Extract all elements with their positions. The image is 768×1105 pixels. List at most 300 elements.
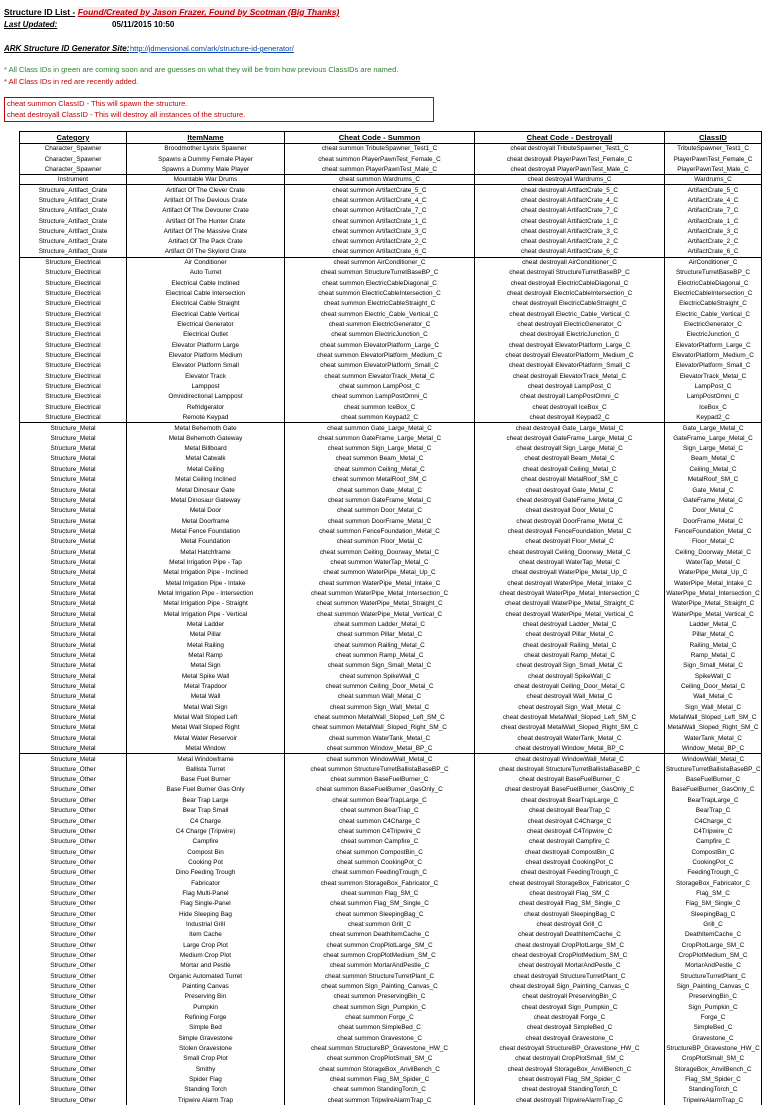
cell-classid: StructureBP_Gravestone_HW_C xyxy=(665,1043,762,1053)
cell-summon: cheat summon Door_Metal_C xyxy=(285,506,475,516)
cell-category: Structure_Other xyxy=(20,919,127,929)
cell-summon: cheat summon DeathItemCache_C xyxy=(285,930,475,940)
cell-itemname: Metal Pillar xyxy=(127,630,285,640)
cell-summon: cheat summon Ceiling_Metal_C xyxy=(285,464,475,474)
cell-classid: IceBox_C xyxy=(665,402,762,412)
cell-itemname: Metal Hatchframe xyxy=(127,547,285,557)
cell-category: Structure_Other xyxy=(20,1074,127,1084)
cell-summon: cheat summon Flag_SM_C xyxy=(285,888,475,898)
table-row xyxy=(20,599,762,609)
table-row xyxy=(20,443,762,453)
table-row xyxy=(20,247,762,257)
cell-itemname: Item Cache xyxy=(127,930,285,940)
cell-destroyall: cheat destroyall GateFrame_Metal_C xyxy=(475,495,665,505)
cell-category: Structure_Electrical xyxy=(20,278,127,288)
cell-destroyall: cheat destroyall Beam_Metal_C xyxy=(475,454,665,464)
table-row xyxy=(20,1085,762,1095)
cell-destroyall: cheat destroyall Sign_Wall_Metal_C xyxy=(475,702,665,712)
cell-summon: cheat summon ArtifactCrate_3_C xyxy=(285,226,475,236)
cell-category: Structure_Other xyxy=(20,826,127,836)
cell-itemname: Medium Crop Plot xyxy=(127,950,285,960)
table-row xyxy=(20,350,762,360)
cell-itemname: Fabricator xyxy=(127,878,285,888)
table-row xyxy=(20,578,762,588)
cell-itemname: Painting Canvas xyxy=(127,981,285,991)
cell-itemname: Refining Forge xyxy=(127,1012,285,1022)
cell-category: Structure_Other xyxy=(20,981,127,991)
cell-destroyall: cheat destroyall DeathItemCache_C xyxy=(475,930,665,940)
cell-category: Structure_Metal xyxy=(20,640,127,650)
cell-itemname: Metal Ceiling xyxy=(127,464,285,474)
cell-destroyall: cheat destroyall IceBox_C xyxy=(475,402,665,412)
table-row xyxy=(20,195,762,205)
cell-destroyall: cheat destroyall StorageBox_AnvilBench_C xyxy=(475,1064,665,1074)
table-row xyxy=(20,475,762,485)
cell-category: Structure_Metal xyxy=(20,454,127,464)
cell-summon: cheat summon Sign_Wall_Metal_C xyxy=(285,702,475,712)
cell-classid: SpikeWall_C xyxy=(665,671,762,681)
table-row xyxy=(20,164,762,174)
cell-destroyall: cheat destroyall GateFrame_Large_Metal_C xyxy=(475,433,665,443)
table-row xyxy=(20,278,762,288)
legend-summon: cheat summon ClassID - This will spawn the structure. xyxy=(7,99,431,110)
cell-summon: cheat summon WaterPipe_Metal_Straight_C xyxy=(285,599,475,609)
cell-category: Structure_Electrical xyxy=(20,330,127,340)
cell-itemname: Artifact Of The Clever Crate xyxy=(127,185,285,195)
cell-summon: cheat summon CompostBin_C xyxy=(285,847,475,857)
table-row xyxy=(20,268,762,278)
cell-classid: CookingPot_C xyxy=(665,857,762,867)
cell-classid: ArtifactCrate_4_C xyxy=(665,195,762,205)
cell-destroyall: cheat destroyall Wardrums_C xyxy=(475,175,665,185)
cell-category: Structure_Metal xyxy=(20,712,127,722)
cell-summon: cheat summon ElectricCableIntersection_C xyxy=(285,288,475,298)
cell-itemname: Industrial Grill xyxy=(127,919,285,929)
cell-itemname: Metal Wall Sign xyxy=(127,702,285,712)
cell-destroyall: cheat destroyall BaseFuelBurner_GasOnly_C xyxy=(475,785,665,795)
cell-category: Structure_Other xyxy=(20,868,127,878)
cell-category: Structure_Electrical xyxy=(20,371,127,381)
cell-category: Structure_Electrical xyxy=(20,319,127,329)
cell-destroyall: cheat destroyall Electric_Cable_Vertical_C xyxy=(475,309,665,319)
cell-itemname: Artifact Of The Massive Crate xyxy=(127,226,285,236)
cell-itemname: Lamppost xyxy=(127,381,285,391)
cell-classid: WindowWall_Metal_C xyxy=(665,754,762,764)
cell-category: Structure_Metal xyxy=(20,702,127,712)
cell-category: Structure_Metal xyxy=(20,681,127,691)
cell-itemname: Broodmother Lysrix Spawner xyxy=(127,144,285,154)
cell-itemname: Mortar and Pestle xyxy=(127,961,285,971)
cell-itemname: Hide Sleeping Bag xyxy=(127,909,285,919)
cell-classid: FenceFoundation_Metal_C xyxy=(665,526,762,536)
cell-classid: PreservingBin_C xyxy=(665,992,762,1002)
cell-destroyall: cheat destroyall WindowWall_Metal_C xyxy=(475,754,665,764)
cell-itemname: Metal Ceiling Inclined xyxy=(127,475,285,485)
column-header-summon: Cheat Code - Summon xyxy=(285,132,475,144)
cell-destroyall: cheat destroyall ElevatorPlatform_Large_C xyxy=(475,340,665,350)
cell-summon: cheat summon Sign_Painting_Canvas_C xyxy=(285,981,475,991)
cell-classid: ElectricCableDiagonal_C xyxy=(665,278,762,288)
cell-classid: Ladder_Metal_C xyxy=(665,619,762,629)
cell-classid: WaterPipe_Metal_Straight_C xyxy=(665,599,762,609)
table-row xyxy=(20,868,762,878)
cell-category: Structure_Other xyxy=(20,837,127,847)
cell-destroyall: cheat destroyall StructureTurretBallistaBaseBP_C xyxy=(475,764,665,774)
cell-category: Structure_Artifact_Crate xyxy=(20,226,127,236)
cell-summon: cheat summon PlayerPawnTest_Female_C xyxy=(285,154,475,164)
cell-itemname: Metal Sign xyxy=(127,661,285,671)
table-row xyxy=(20,878,762,888)
cell-itemname: Metal Behemoth Gateway xyxy=(127,433,285,443)
cell-classid: ArtifactCrate_7_C xyxy=(665,206,762,216)
cell-category: Structure_Metal xyxy=(20,464,127,474)
cell-classid: WaterPipe_Metal_Vertical_C xyxy=(665,609,762,619)
cell-summon: cheat summon WaterPipe_Metal_Up_C xyxy=(285,568,475,578)
cell-itemname: Dino Feeding Trough xyxy=(127,868,285,878)
cell-destroyall: cheat destroyall Gate_Metal_C xyxy=(475,485,665,495)
table-row xyxy=(20,671,762,681)
cell-summon: cheat summon ElectricCableStraight_C xyxy=(285,299,475,309)
cell-category: Structure_Other xyxy=(20,899,127,909)
cell-summon: cheat summon DoorFrame_Metal_C xyxy=(285,516,475,526)
cell-category: Character_Spawner xyxy=(20,154,127,164)
cell-classid: FeedingTrough_C xyxy=(665,868,762,878)
cell-category: Structure_Electrical xyxy=(20,402,127,412)
cell-summon: cheat summon TripwireAlarmTrap_C xyxy=(285,1095,475,1105)
cell-itemname: Metal Billboard xyxy=(127,443,285,453)
column-header-itemname: ItemName xyxy=(127,132,285,144)
cell-classid: Ramp_Metal_C xyxy=(665,650,762,660)
cell-itemname: Auto Turret xyxy=(127,268,285,278)
table-row xyxy=(20,557,762,567)
cell-summon: cheat summon WindowWall_Metal_C xyxy=(285,754,475,764)
cell-destroyall: cheat destroyall C4Charge_C xyxy=(475,816,665,826)
cell-classid: Door_Metal_C xyxy=(665,506,762,516)
cell-summon: cheat summon SimpleBed_C xyxy=(285,1023,475,1033)
cell-itemname: Metal Behemoth Gate xyxy=(127,423,285,433)
cell-summon: cheat summon Flag_SM_Spider_C xyxy=(285,1074,475,1084)
cell-summon: cheat summon Gravestone_C xyxy=(285,1033,475,1043)
cell-category: Structure_Other xyxy=(20,888,127,898)
table-row xyxy=(20,857,762,867)
cell-classid: MortarAndPestle_C xyxy=(665,961,762,971)
cell-classid: MetalWall_Sloped_Left_SM_C xyxy=(665,712,762,722)
table-row xyxy=(20,630,762,640)
cell-summon: cheat summon BearTrap_C xyxy=(285,806,475,816)
cell-classid: ElevatorTrack_Metal_C xyxy=(665,371,762,381)
cell-summon: cheat summon ArtifactCrate_7_C xyxy=(285,206,475,216)
cell-destroyall: cheat destroyall FeedingTrough_C xyxy=(475,868,665,878)
cell-destroyall: cheat destroyall MetalWall_Sloped_Right_SM_C xyxy=(475,723,665,733)
cell-destroyall: cheat destroyall Ladder_Metal_C xyxy=(475,619,665,629)
cell-destroyall: cheat destroyall AirConditioner_C xyxy=(475,257,665,267)
table-row xyxy=(20,454,762,464)
cell-category: Structure_Other xyxy=(20,1064,127,1074)
cell-itemname: Mountable War Drums xyxy=(127,175,285,185)
cell-classid: Gravestone_C xyxy=(665,1033,762,1043)
cell-summon: cheat summon TributeSpawner_Test1_C xyxy=(285,144,475,154)
cell-summon: cheat summon StandingTorch_C xyxy=(285,1085,475,1095)
cell-summon: cheat summon CropPlotLarge_SM_C xyxy=(285,940,475,950)
legend-destroyall: cheat destroyall ClassID - This will destroy all instances of the structure. xyxy=(7,110,431,121)
cell-destroyall: cheat destroyall MetalWall_Sloped_Left_SM_C xyxy=(475,712,665,722)
cell-classid: MetalWall_Sloped_Right_SM_C xyxy=(665,723,762,733)
cell-itemname: Metal Irrigation Pipe - Intake xyxy=(127,578,285,588)
cell-summon: cheat summon CropPlotSmall_SM_C xyxy=(285,1054,475,1064)
cell-category: Structure_Artifact_Crate xyxy=(20,185,127,195)
table-row xyxy=(20,330,762,340)
cell-itemname: Cooking Pot xyxy=(127,857,285,867)
cell-classid: WaterPipe_Metal_Intersection_C xyxy=(665,588,762,598)
cell-classid: Grill_C xyxy=(665,919,762,929)
cell-classid: SleepingBag_C xyxy=(665,909,762,919)
table-row xyxy=(20,175,762,185)
cell-destroyall: cheat destroyall Sign_Painting_Canvas_C xyxy=(475,981,665,991)
table-row xyxy=(20,402,762,412)
table-row xyxy=(20,485,762,495)
table-row xyxy=(20,381,762,391)
cell-category: Structure_Metal xyxy=(20,537,127,547)
cell-category: Structure_Other xyxy=(20,940,127,950)
table-row xyxy=(20,640,762,650)
table-row xyxy=(20,588,762,598)
cell-category: Structure_Electrical xyxy=(20,257,127,267)
cell-destroyall: cheat destroyall Sign_Small_Metal_C xyxy=(475,661,665,671)
cell-category: Structure_Metal xyxy=(20,619,127,629)
cell-classid: StructureTurretBaseBP_C xyxy=(665,268,762,278)
cell-classid: WaterPipe_Metal_Intake_C xyxy=(665,578,762,588)
table-row xyxy=(20,1033,762,1043)
cell-classid: WaterTank_Metal_C xyxy=(665,733,762,743)
cell-itemname: Compost Bin xyxy=(127,847,285,857)
cell-category: Structure_Other xyxy=(20,1023,127,1033)
cell-destroyall: cheat destroyall Railing_Metal_C xyxy=(475,640,665,650)
cell-summon: cheat summon Sign_Large_Metal_C xyxy=(285,443,475,453)
cell-classid: Wardrums_C xyxy=(665,175,762,185)
table-row xyxy=(20,764,762,774)
cell-itemname: Elevator Platform Small xyxy=(127,361,285,371)
table-row xyxy=(20,537,762,547)
cell-itemname: Metal Water Reservoir xyxy=(127,733,285,743)
cell-classid: ElevatorPlatform_Medium_C xyxy=(665,350,762,360)
cell-destroyall: cheat destroyall Ceiling_Metal_C xyxy=(475,464,665,474)
cell-itemname: Metal Ladder xyxy=(127,619,285,629)
cell-itemname: Organic Automated Turret xyxy=(127,971,285,981)
cell-itemname: Artifact Of The Pack Crate xyxy=(127,237,285,247)
cell-destroyall: cheat destroyall ArtifactCrate_7_C xyxy=(475,206,665,216)
cell-category: Structure_Other xyxy=(20,1095,127,1105)
cell-category: Structure_Other xyxy=(20,930,127,940)
cell-itemname: Preserving Bin xyxy=(127,992,285,1002)
cell-category: Structure_Metal xyxy=(20,443,127,453)
cell-summon: cheat summon Ladder_Metal_C xyxy=(285,619,475,629)
cell-classid: DeathItemCache_C xyxy=(665,930,762,940)
cell-destroyall: cheat destroyall Pillar_Metal_C xyxy=(475,630,665,640)
cell-itemname: Flag Multi-Panel xyxy=(127,888,285,898)
cell-category: Structure_Metal xyxy=(20,475,127,485)
cell-classid: Wall_Metal_C xyxy=(665,692,762,702)
cell-itemname: Smithy xyxy=(127,1064,285,1074)
cell-classid: Sign_Painting_Canvas_C xyxy=(665,981,762,991)
cell-destroyall: cheat destroyall Door_Metal_C xyxy=(475,506,665,516)
cell-classid: GateFrame_Metal_C xyxy=(665,495,762,505)
cell-summon: cheat summon ArtifactCrate_5_C xyxy=(285,185,475,195)
cell-destroyall: cheat destroyall CompostBin_C xyxy=(475,847,665,857)
cell-summon: cheat summon ElectricCableDiagonal_C xyxy=(285,278,475,288)
cell-itemname: Ballista Turret xyxy=(127,764,285,774)
cell-itemname: Elevator Track xyxy=(127,371,285,381)
cell-classid: SimpleBed_C xyxy=(665,1023,762,1033)
cell-destroyall: cheat destroyall CropPlotLarge_SM_C xyxy=(475,940,665,950)
cell-destroyall: cheat destroyall Sign_Large_Metal_C xyxy=(475,443,665,453)
last-updated-label: Last Updated: xyxy=(4,19,74,31)
table-row xyxy=(20,288,762,298)
cell-category: Structure_Other xyxy=(20,774,127,784)
table-row xyxy=(20,723,762,733)
cell-classid: CropPlotMedium_SM_C xyxy=(665,950,762,960)
cell-summon: cheat summon BaseFuelBurner_GasOnly_C xyxy=(285,785,475,795)
cell-itemname: Artifact Of The Devourer Crate xyxy=(127,206,285,216)
cell-classid: ElevatorPlatform_Large_C xyxy=(665,340,762,350)
cell-itemname: Spawns a Dummy Male Player xyxy=(127,164,285,174)
cell-category: Structure_Metal xyxy=(20,630,127,640)
cell-summon: cheat summon ArtifactCrate_2_C xyxy=(285,237,475,247)
table-row xyxy=(20,144,762,154)
cell-destroyall: cheat destroyall TributeSpawner_Test1_C xyxy=(475,144,665,154)
cell-category: Structure_Other xyxy=(20,971,127,981)
table-row xyxy=(20,495,762,505)
cell-classid: TributeSpawner_Test1_C xyxy=(665,144,762,154)
table-row xyxy=(20,816,762,826)
cell-itemname: Simple Bed xyxy=(127,1023,285,1033)
cell-category: Structure_Metal xyxy=(20,650,127,660)
cell-destroyall: cheat destroyall BearTrap_C xyxy=(475,806,665,816)
generator-site-link[interactable]: http://jdmensional.com/ark/structure-id-generator/ xyxy=(130,43,294,55)
table-row xyxy=(20,340,762,350)
table-row xyxy=(20,1023,762,1033)
cell-summon: cheat summon Keypad2_C xyxy=(285,412,475,422)
generator-site-row xyxy=(4,43,764,55)
cell-classid: Pillar_Metal_C xyxy=(665,630,762,640)
cell-classid: CropPlotLarge_SM_C xyxy=(665,940,762,950)
cell-classid: MetalRoof_SM_C xyxy=(665,475,762,485)
cell-classid: DoorFrame_Metal_C xyxy=(665,516,762,526)
cell-itemname: Metal Irrigation Pipe - Tap xyxy=(127,557,285,567)
cell-summon: cheat summon AirConditioner_C xyxy=(285,257,475,267)
cell-category: Structure_Other xyxy=(20,1012,127,1022)
cell-summon: cheat summon WaterTank_Metal_C xyxy=(285,733,475,743)
cell-itemname: Metal Wall Sloped Left xyxy=(127,712,285,722)
credit-highlight xyxy=(78,7,340,17)
cell-category: Structure_Other xyxy=(20,816,127,826)
cell-destroyall: cheat destroyall Ceiling_Doorway_Metal_C xyxy=(475,547,665,557)
cell-destroyall: cheat destroyall ElevatorPlatform_Small_C xyxy=(475,361,665,371)
cell-summon: cheat summon StructureTurretBallistaBaseBP_C xyxy=(285,764,475,774)
cell-summon: cheat summon ElectricJunction_C xyxy=(285,330,475,340)
table-row xyxy=(20,1012,762,1022)
cell-classid: Ceiling_Door_Metal_C xyxy=(665,681,762,691)
cell-summon: cheat summon C4Charge_C xyxy=(285,816,475,826)
cell-classid: LampPostOmni_C xyxy=(665,392,762,402)
cell-destroyall: cheat destroyall ArtifactCrate_5_C xyxy=(475,185,665,195)
cell-summon: cheat summon Gate_Metal_C xyxy=(285,485,475,495)
cell-itemname: Bear Trap Large xyxy=(127,795,285,805)
cell-category: Structure_Metal xyxy=(20,433,127,443)
cell-itemname: Metal Dinosaur Gateway xyxy=(127,495,285,505)
cell-classid: StorageBox_AnvilBench_C xyxy=(665,1064,762,1074)
cell-itemname: Stolen Gravestone xyxy=(127,1043,285,1053)
cell-classid: PlayerPawnTest_Male_C xyxy=(665,164,762,174)
cell-summon: cheat summon Forge_C xyxy=(285,1012,475,1022)
cell-category: Structure_Other xyxy=(20,847,127,857)
cell-summon: cheat summon SleepingBag_C xyxy=(285,909,475,919)
cell-summon: cheat summon BearTrapLarge_C xyxy=(285,795,475,805)
cell-itemname: Metal Windowframe xyxy=(127,754,285,764)
table-row xyxy=(20,692,762,702)
cell-destroyall: cheat destroyall Flag_SM_Spider_C xyxy=(475,1074,665,1084)
table-row xyxy=(20,992,762,1002)
cell-destroyall: cheat destroyall ElectricCableStraight_C xyxy=(475,299,665,309)
cell-destroyall: cheat destroyall SleepingBag_C xyxy=(475,909,665,919)
cell-destroyall: cheat destroyall StructureTurretBaseBP_C xyxy=(475,268,665,278)
cell-category: Structure_Metal xyxy=(20,588,127,598)
cell-category: Structure_Electrical xyxy=(20,350,127,360)
cell-classid: ElectricGenerator_C xyxy=(665,319,762,329)
cell-itemname: Metal Door xyxy=(127,506,285,516)
cell-category: Structure_Other xyxy=(20,785,127,795)
cell-destroyall: cheat destroyall WaterPipe_Metal_Vertical_C xyxy=(475,609,665,619)
table-row xyxy=(20,433,762,443)
cell-summon: cheat summon Wall_Metal_C xyxy=(285,692,475,702)
table-row xyxy=(20,609,762,619)
cell-classid: Keypad2_C xyxy=(665,412,762,422)
cell-destroyall: cheat destroyall SimpleBed_C xyxy=(475,1023,665,1033)
cell-classid: Gate_Large_Metal_C xyxy=(665,423,762,433)
cell-summon: cheat summon MetalRoof_SM_C xyxy=(285,475,475,485)
cell-destroyall: cheat destroyall PreservingBin_C xyxy=(475,992,665,1002)
cell-classid: StructureTurretPlant_C xyxy=(665,971,762,981)
cell-destroyall: cheat destroyall StandingTorch_C xyxy=(475,1085,665,1095)
cell-itemname: Metal Irrigation Pipe - Straight xyxy=(127,599,285,609)
cell-destroyall: cheat destroyall MortarAndPestle_C xyxy=(475,961,665,971)
cell-classid: WaterTap_Metal_C xyxy=(665,557,762,567)
cell-itemname: Air Conditioner xyxy=(127,257,285,267)
table-row xyxy=(20,237,762,247)
cell-classid: C4Tripwire_C xyxy=(665,826,762,836)
cell-destroyall: cheat destroyall Window_Metal_BP_C xyxy=(475,743,665,753)
table-row xyxy=(20,919,762,929)
table-row xyxy=(20,361,762,371)
cell-summon: cheat summon MortarAndPestle_C xyxy=(285,961,475,971)
cell-destroyall: cheat destroyall Floor_Metal_C xyxy=(475,537,665,547)
cell-destroyall: cheat destroyall Gravestone_C xyxy=(475,1033,665,1043)
cell-classid: C4Charge_C xyxy=(665,816,762,826)
cell-summon: cheat summon ArtifactCrate_1_C xyxy=(285,216,475,226)
cell-summon: cheat summon ElevatorPlatform_Medium_C xyxy=(285,350,475,360)
table-row xyxy=(20,981,762,991)
cell-destroyall: cheat destroyall CropPlotSmall_SM_C xyxy=(475,1054,665,1064)
cell-classid: Floor_Metal_C xyxy=(665,537,762,547)
cell-category: Structure_Other xyxy=(20,795,127,805)
cell-summon: cheat summon ElevatorPlatform_Small_C xyxy=(285,361,475,371)
cell-summon: cheat summon Railing_Metal_C xyxy=(285,640,475,650)
cell-category: Structure_Other xyxy=(20,1002,127,1012)
cell-itemname: Pumpkin xyxy=(127,1002,285,1012)
cell-itemname: Base Fuel Burner Gas Only xyxy=(127,785,285,795)
cell-category: Character_Spawner xyxy=(20,144,127,154)
cell-classid: Flag_SM_C xyxy=(665,888,762,898)
cell-destroyall: cheat destroyall ElectricJunction_C xyxy=(475,330,665,340)
